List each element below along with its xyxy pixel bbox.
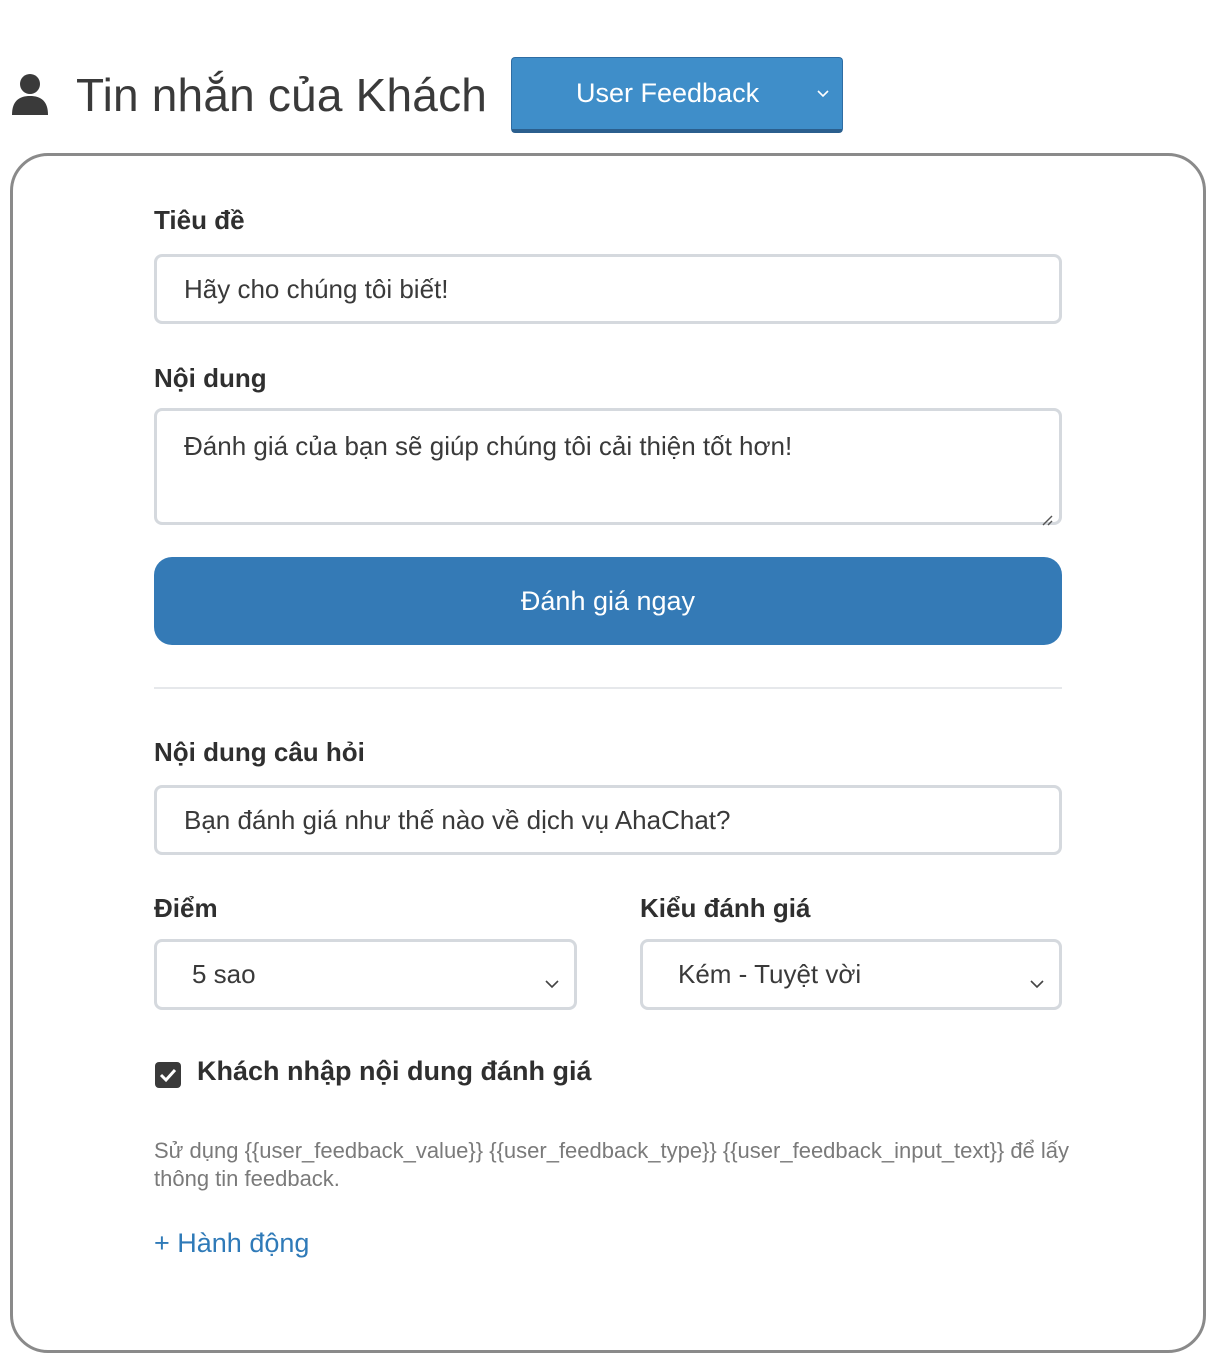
rating-type-select[interactable]: [640, 939, 1062, 1010]
page-header: [10, 56, 487, 134]
score-label: Điểm: [154, 893, 218, 923]
chevron-down-icon: [544, 968, 560, 984]
rating-type-label: Kiểu đánh giá: [640, 893, 811, 923]
resize-handle-icon[interactable]: [1039, 502, 1053, 516]
submit-rating-button[interactable]: [154, 557, 1062, 645]
title-input-value: Hãy cho chúng tôi biết!: [184, 273, 449, 304]
check-icon: [155, 1062, 181, 1088]
message-type-dropdown[interactable]: [511, 57, 843, 133]
submit-rating-label: Đánh giá ngay: [520, 585, 696, 616]
message-type-selected: User Feedback: [576, 78, 760, 108]
content-label: Nội dung: [154, 363, 267, 393]
title-label: Tiêu đề: [154, 205, 245, 235]
content-textarea-value: Đánh giá của bạn sẽ giúp chúng tôi cải thiện tốt hơn!: [184, 431, 793, 461]
user-icon: [10, 73, 50, 117]
question-input[interactable]: [154, 785, 1062, 855]
question-label: Nội dung câu hỏi: [154, 737, 365, 767]
score-select[interactable]: [154, 939, 577, 1010]
guest-input-checkbox-label[interactable]: Khách nhập nội dung đánh giá: [197, 1056, 592, 1086]
question-input-value: Bạn đánh giá như thế nào về dịch vụ AhaChat?: [184, 804, 731, 835]
content-textarea[interactable]: [154, 408, 1062, 525]
score-select-value: 5 sao: [192, 959, 256, 989]
add-action-link[interactable]: + Hành động: [154, 1228, 310, 1258]
section-divider: [154, 687, 1062, 689]
title-input[interactable]: [154, 254, 1062, 324]
chevron-down-icon: [816, 86, 830, 100]
guest-input-checkbox[interactable]: [155, 1062, 181, 1088]
chevron-down-icon: [1029, 968, 1045, 984]
page-title: Tin nhắn của Khách: [76, 69, 488, 121]
help-text: Sử dụng {{user_feedback_value}} {{user_feedback_type}} {{user_feedback_input_text}} để lấy thông tin feedback.: [154, 1138, 1070, 1191]
rating-type-select-value: Kém - Tuyệt vời: [678, 959, 862, 989]
